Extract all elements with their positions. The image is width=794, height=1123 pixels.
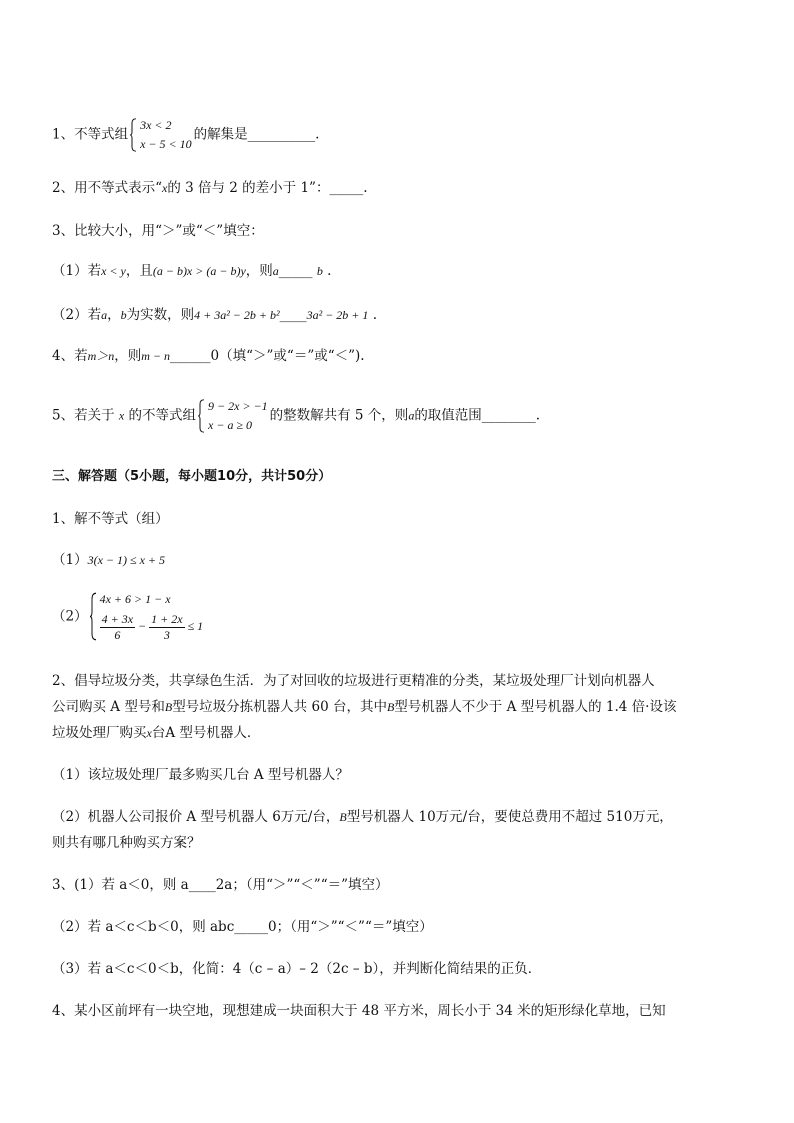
q1-suffix: 的解集是__________. bbox=[193, 126, 320, 143]
q3-2-a: a bbox=[101, 308, 108, 322]
s1-part1 bbox=[52, 550, 165, 570]
q3-2-expr1: 4 + 3a² − 2b + b² bbox=[194, 308, 280, 322]
q2-prefix: 2、用不等式表示“ bbox=[52, 180, 162, 196]
q3-1-cond2: (a − b)x > (a − b)y bbox=[152, 264, 246, 278]
q2-suffix: 的 3 倍与 2 的差小于 1”：_____. bbox=[167, 180, 368, 196]
frac-num: 1 + 2x bbox=[151, 611, 183, 626]
q5-x: x bbox=[118, 408, 125, 423]
s1-part2 bbox=[52, 590, 205, 643]
q5-row1: 9 − 2x > −1 bbox=[208, 399, 268, 413]
q3-2-expr2: 3a² − 2b + 1 bbox=[306, 308, 369, 322]
s2-q2-line1 bbox=[52, 807, 673, 827]
frac-den: 6 bbox=[114, 627, 121, 642]
q5-system bbox=[198, 397, 268, 435]
s2-line3 bbox=[52, 723, 260, 743]
q4-expr: m − n bbox=[141, 349, 171, 363]
q3-1-blank: _____ bbox=[278, 263, 313, 279]
s1-part2-row2 bbox=[100, 609, 204, 643]
q5-row2: x − a ≥ 0 bbox=[208, 418, 253, 432]
s1-part2-row1: 4x + 6 > 1 − x bbox=[99, 592, 171, 606]
s2-line2c: 型号垃圾分拣机器人共 60 台，其中 bbox=[172, 699, 387, 715]
q5-a: a bbox=[408, 408, 415, 423]
s1-part2-label: （2） bbox=[52, 608, 88, 625]
s3-line2: （2）若 a＜c＜b＜0，则 abc_____0；（用“＞”“＜”“＝”填空） bbox=[52, 919, 433, 935]
s2-line3a: 垃圾处理厂购买 bbox=[52, 725, 147, 741]
s2-line1: 2、倡导垃圾分类，共享绿色生活．为了对回收的垃圾进行更精准的分类，某垃圾处理厂计划向机器人 bbox=[52, 673, 655, 689]
s2-line2b: B bbox=[164, 700, 173, 714]
fill-q3-1 bbox=[52, 261, 331, 281]
s2-line3b: x bbox=[146, 726, 152, 740]
fill-q3 bbox=[52, 221, 264, 241]
q3-1-p1: （1）若 bbox=[52, 263, 102, 279]
q1-row1: 3x < 2 bbox=[140, 118, 172, 132]
s2-q2-line2: 则共有哪几种购买方案？ bbox=[52, 835, 201, 851]
section-3-heading: 三、解答题（5小题，每小题10分，共计50分） bbox=[52, 469, 332, 484]
q3-text: 3、比较大小，用“＞”或“＜”填空： bbox=[52, 223, 264, 239]
q4-cond: m＞n bbox=[87, 349, 115, 363]
q3-2-p1: （2）若 bbox=[52, 307, 102, 323]
q3-2-b: b bbox=[120, 308, 127, 322]
s2-line2 bbox=[52, 697, 676, 717]
fill-q2 bbox=[52, 178, 368, 198]
s2-line2d: B bbox=[386, 700, 395, 714]
q4-rest: ______0（填“＞”或“＝”或“＜”). bbox=[170, 348, 365, 364]
s2-q1: （1）该垃圾处理厂最多购买几台 A 型号机器人？ bbox=[52, 767, 349, 783]
q3-2-p2: ， bbox=[107, 307, 121, 323]
q5-p1: 5、若关于 bbox=[52, 407, 115, 424]
q3-1-end: . bbox=[327, 263, 332, 279]
s2-line3c: 台A 型号机器人． bbox=[151, 725, 261, 741]
fraction bbox=[100, 612, 135, 643]
s3-line1: 3、(1）若 a＜0，则 a____2a；（用“＞”“＜”“＝”填空） bbox=[52, 877, 389, 893]
q3-2-end: . bbox=[372, 307, 377, 323]
fill-q4 bbox=[52, 346, 365, 366]
frac-den: 3 bbox=[163, 627, 170, 642]
q1-prefix: 1、不等式组 bbox=[52, 126, 129, 143]
q5-p4: 的取值范围________. bbox=[414, 407, 541, 424]
s1-part2-tail: ≤ 1 bbox=[187, 619, 204, 633]
q1-row2: x − 5 < 10 bbox=[140, 137, 192, 151]
frac-num: 4 + 3x bbox=[101, 611, 134, 626]
left-brace-icon bbox=[90, 592, 97, 641]
s1-part2-system bbox=[90, 590, 204, 643]
q5-p2: 的不等式组 bbox=[128, 407, 197, 424]
fraction bbox=[149, 612, 184, 643]
q1-system bbox=[130, 116, 192, 154]
q3-1-p3: ，则 bbox=[245, 263, 273, 279]
q3-2-p3: 为实数，则 bbox=[126, 307, 195, 323]
s3-line3: （3）若 a＜c＜0＜b，化简：4（c – a）– 2（2c – b），并判断化简结果的正负． bbox=[52, 961, 542, 977]
q3-2-blank: ____ bbox=[279, 307, 307, 323]
s2-line2e: 型号机器人不少于 A 型号机器人的 1.4 倍·设该 bbox=[394, 699, 677, 715]
q2-var: x bbox=[162, 181, 168, 195]
left-brace-icon bbox=[198, 399, 205, 433]
s1-title: 1、解不等式（组） bbox=[52, 511, 169, 527]
s2-q2-line1a: （2）机器人公司报价 A 型号机器人 6万元/台， bbox=[52, 809, 340, 825]
fill-q1 bbox=[52, 116, 319, 154]
s2-q2-line1c: 型号机器人 10万元/台，要使总费用不超过 510万元， bbox=[346, 809, 673, 825]
left-brace-icon bbox=[130, 118, 137, 152]
s2-q2-line1b: B bbox=[339, 810, 347, 824]
fill-q5 bbox=[52, 397, 540, 435]
s1-part1-expr: 3(x − 1) ≤ x + 5 bbox=[87, 553, 166, 567]
fill-q3-2 bbox=[52, 305, 377, 325]
s1-part1-label: （1） bbox=[52, 552, 88, 568]
minus-sign: − bbox=[138, 619, 147, 633]
q3-1-cond: x < y bbox=[101, 264, 126, 278]
s4-line1: 4、某小区前坪有一块空地，现想建成一块面积大于 48 平方米，周长小于 34 米的矩形绿化草地，已知 bbox=[52, 1003, 666, 1019]
q3-1-a: a bbox=[272, 264, 279, 278]
q4-p2: ，则 bbox=[114, 348, 142, 364]
q3-1-b: b bbox=[316, 264, 323, 278]
q3-1-p2: ，且 bbox=[125, 263, 153, 279]
q4-p1: 4、若 bbox=[52, 348, 88, 364]
q5-p3: 的整数解共有 5 个，则 bbox=[269, 407, 409, 424]
s2-line2a: 公司购买 A 型号和 bbox=[52, 699, 165, 715]
